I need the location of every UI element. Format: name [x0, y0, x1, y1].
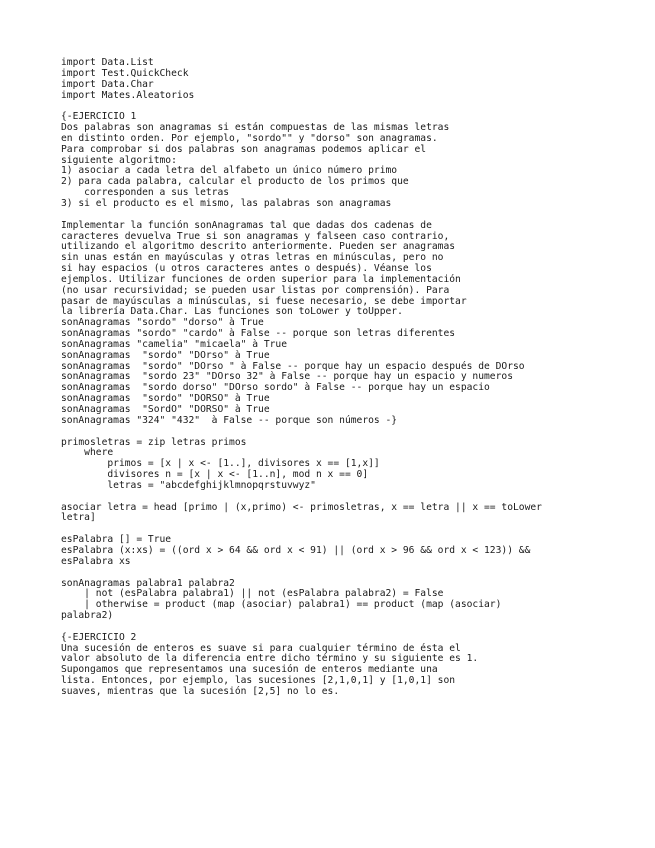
- text-line: import Data.List: [61, 57, 154, 68]
- text-line: {-EJERCICIO 2: [61, 631, 137, 643]
- text-line: corresponden a sus letras: [61, 187, 230, 199]
- text-line: 1) asociar a cada letra del alfabeto un único número primo: [61, 165, 398, 177]
- text-line: Para comprobar si dos palabras son anagramas podemos aplicar el: [61, 143, 427, 155]
- blank-line: [61, 492, 647, 503]
- text-line: import Test.QuickCheck: [61, 67, 189, 79]
- text-line: sonAnagramas "sordo" "DOrso " à False -- porque hay un espacio después de DOrso: [61, 360, 525, 372]
- text-line: caracteres devuelva True si son anagramas y falseen caso contrario,: [61, 230, 450, 242]
- text-line: sin unas están en mayúsculas y otras letras en minúsculas, pero no: [61, 252, 444, 264]
- sonanagramas-code: [61, 579, 647, 622]
- text-line: import Data.Char: [61, 78, 154, 90]
- blank-line: [61, 101, 647, 112]
- espalabra-code: [61, 535, 647, 568]
- text-line: Implementar la función sonAnagramas tal que dadas dos cadenas de: [61, 219, 432, 231]
- text-line: sonAnagramas "sordo" "DOrso" à True: [61, 349, 270, 361]
- text-line: asociar letra = head [primo | (x,primo) <- primosletras, x == letra || x == toLower: [61, 501, 542, 513]
- text-line: Una sucesión de enteros es suave si para cualquier término de ésta el: [61, 642, 461, 654]
- text-line: lista. Entonces, por ejemplo, las sucesiones [2,1,0,1] y [1,0,1] son: [61, 675, 456, 687]
- text-line: sonAnagramas "sordo dorso" "DOrso sordo" à False -- porque hay un espacio: [61, 382, 490, 394]
- text-line: | otherwise = product (map (asociar) palabra1) == product (map (asociar): [61, 599, 502, 611]
- text-line: sonAnagramas "sordo 23" "DOrso 32" à False -- porque hay un espacio y numeros: [61, 371, 513, 383]
- blank-line: [61, 568, 647, 579]
- text-line: letra]: [61, 512, 96, 524]
- blank-line: [61, 427, 647, 438]
- ejercicio-2-description: [61, 633, 647, 698]
- text-line: Dos palabras son anagramas si están compuestas de las mismas letras: [61, 122, 450, 134]
- text-line: suaves, mientras que la sucesión [2,5] no lo es.: [61, 685, 340, 697]
- text-line: divisores n = [x | x <- [1..n], mod n x == 0]: [61, 469, 369, 481]
- text-line: pasar de mayúsculas a minúsculas, si fuese necesario, se debe importar: [61, 295, 467, 307]
- text-line: sonAnagramas "324" "432" à False -- porque son números -}: [61, 414, 398, 426]
- text-line: en distinto orden. Por ejemplo, "sordo"" y "dorso" son anagramas.: [61, 132, 438, 144]
- text-line: primos = [x | x <- [1..], divisores x == [1,x]]: [61, 458, 380, 470]
- text-line: esPalabra (x:xs) = ((ord x > 64 && ord x < 91) || (ord x > 96 && ord x < 123)) &&: [61, 544, 531, 556]
- text-line: la librería Data.Char. Las funciones son toLower y toUpper.: [61, 306, 403, 318]
- text-line: Supongamos que representamos una sucesión de enteros mediante una: [61, 664, 438, 676]
- document-page: [61, 58, 647, 698]
- text-line: where: [61, 447, 114, 459]
- text-line: (no usar recursividad; se pueden usar listas por comprensión). Para: [61, 284, 450, 296]
- asociar-code: [61, 503, 647, 525]
- text-line: sonAnagramas palabra1 palabra2: [61, 577, 235, 589]
- imports-block: [61, 58, 647, 101]
- primosletras-code: [61, 438, 647, 492]
- text-line: 2) para cada palabra, calcular el producto de los primos que: [61, 176, 409, 188]
- ejercicio-1-spec: [61, 221, 647, 427]
- text-line: sonAnagramas "SordO" "DORSO" à True: [61, 404, 270, 415]
- text-line: palabra2): [61, 610, 114, 622]
- text-line: esPalabra xs: [61, 555, 131, 567]
- text-line: utilizando el algoritmo descrito anteriormente. Pueden ser anagramas: [61, 241, 456, 253]
- text-line: si hay espacios (u otros caracteres antes o después). Véanse los: [61, 263, 432, 275]
- text-line: siguiente algoritmo:: [61, 154, 177, 166]
- text-line: | not (esPalabra palabra1) || not (esPalabra palabra2) = False: [61, 588, 444, 600]
- text-line: {-EJERCICIO 1: [61, 111, 137, 123]
- text-line: letras = "abcdefghijklmnopqrstuvwyz": [61, 479, 316, 491]
- text-line: sonAnagramas "sordo" "dorso" à True: [61, 317, 264, 329]
- text-line: valor absoluto de la diferencia entre dicho término y su siguiente es 1.: [61, 653, 479, 665]
- text-line: primosletras = zip letras primos: [61, 436, 247, 448]
- text-line: esPalabra [] = True: [61, 534, 172, 546]
- text-line: ejemplos. Utilizar funciones de orden superior para la implementación: [61, 273, 461, 285]
- ejercicio-1-description: [61, 112, 647, 210]
- text-line: import Mates.Aleatorios: [61, 89, 195, 101]
- text-line: sonAnagramas "sordo" "DORSO" à True: [61, 393, 270, 405]
- text-line: sonAnagramas "sordo" "cardo" à False -- porque son letras diferentes: [61, 328, 456, 340]
- blank-line: [61, 622, 647, 633]
- text-line: 3) si el producto es el mismo, las palabras son anagramas: [61, 197, 392, 209]
- text-line: sonAnagramas "camelia" "micaela" à True: [61, 338, 287, 350]
